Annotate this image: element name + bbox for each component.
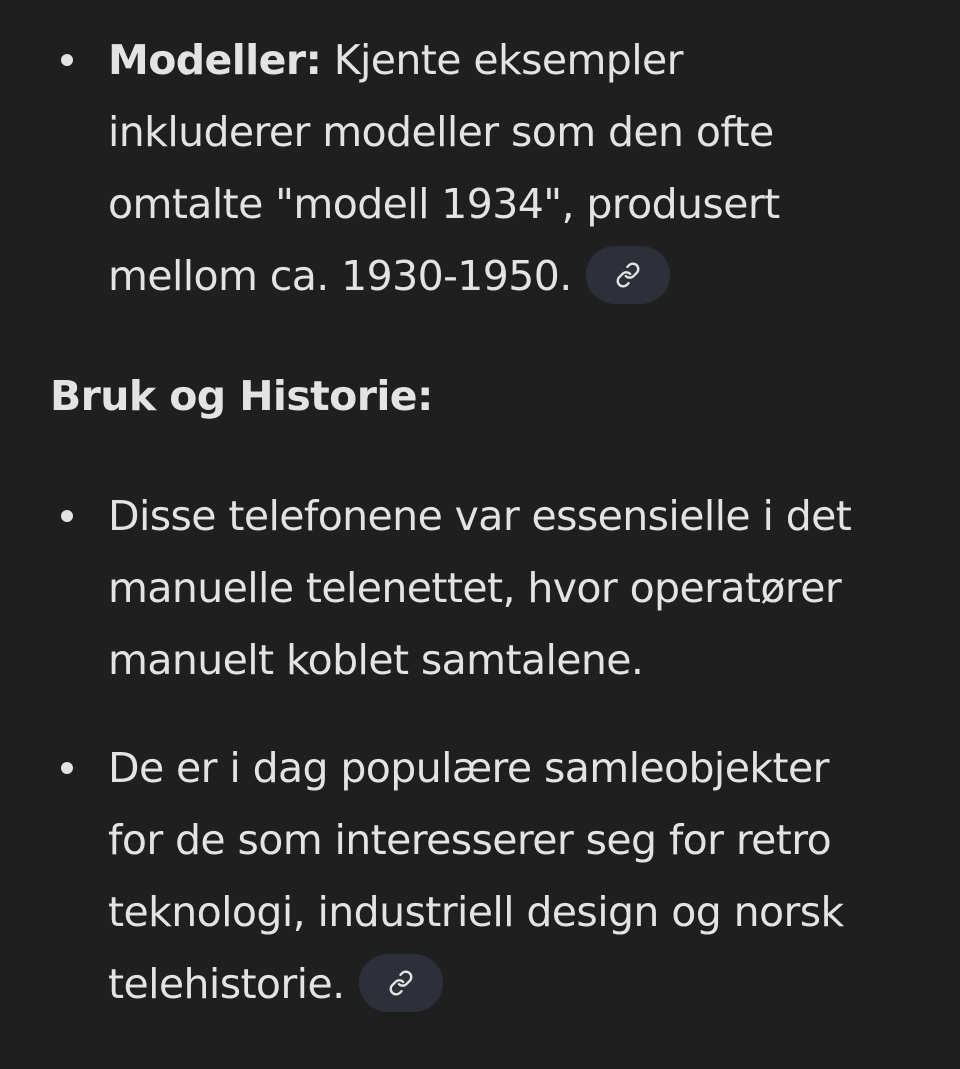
list-item-text xyxy=(108,24,928,312)
bullet-icon xyxy=(61,54,73,66)
text-line: omtalte "modell 1934", produsert xyxy=(108,180,780,228)
source-link-button[interactable] xyxy=(359,954,443,1012)
text-line: manuelle telenettet, hvor operatører xyxy=(108,564,842,612)
section-heading: Bruk og Historie: xyxy=(50,372,433,420)
text-span: telehistorie. xyxy=(108,960,345,1008)
bullet-icon xyxy=(61,510,73,522)
bullet-icon xyxy=(61,762,73,774)
text-span: Kjente eksempler xyxy=(321,36,683,84)
text-line: inkluderer modeller som den ofte xyxy=(108,108,774,156)
bold-label: Modeller: xyxy=(108,36,322,84)
list-item-text xyxy=(108,732,928,1020)
link-icon xyxy=(388,970,414,996)
text-line xyxy=(108,240,928,312)
link-icon xyxy=(615,262,641,288)
list-item-text xyxy=(108,480,928,696)
text-line: teknologi, industriell design og norsk xyxy=(108,888,844,936)
text-span: mellom ca. 1930-1950. xyxy=(108,252,572,300)
text-line: manuelt koblet samtalene. xyxy=(108,636,644,684)
text-line: De er i dag populære samleobjekter xyxy=(108,744,829,792)
text-line: Disse telefonene var essensielle i det xyxy=(108,492,852,540)
source-link-button[interactable] xyxy=(586,246,670,304)
text-line xyxy=(108,24,928,96)
text-line: for de som interesserer seg for retro xyxy=(108,816,832,864)
text-line xyxy=(108,948,928,1020)
